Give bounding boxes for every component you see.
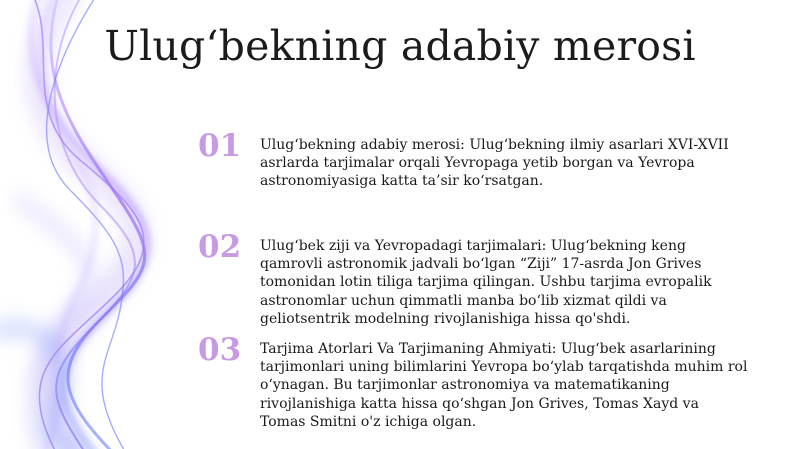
item-number: 02 (198, 229, 242, 265)
item-text: Ulug‘bek ziji va Yevropadagi tarjimalari: Ulug‘bekning keng qamrovli astronomik jadvali bo‘lgan “Ziji” 17-asrda Jon Grives tomonidan lotin tiliga tarjima qilingan. Ushbu tarjima evropalik astronomlar uchun qimmatli manba bo‘lib xizmat qildi va geliotsentrik modelning rivojlanishiga hissa qo'shdi. (260, 238, 712, 327)
list-item (198, 128, 758, 236)
slide-title: Ulug‘bekning adabiy merosi (104, 22, 696, 70)
item-text: Ulug‘bekning adabiy merosi: Ulug‘bekning ilmiy asarlari XVI-XVII asrlarda tarjimalar orqali Yevropaga yetib borgan va Yevropa astronomiyasiga katta ta’sir ko‘rsatgan. (260, 137, 729, 190)
item-number: 01 (198, 128, 242, 164)
item-number: 03 (198, 332, 242, 368)
item-text: Tarjima Atorlari Va Tarjimaning Ahmiyati: Ulug‘bek asarlarining tarjimonlari uning bilimlarini Yevropa bo‘ylab tarqatishda muhim rol o‘ynagan. Bu tarjimonlar astronomiya va matematikaning rivojlanishiga katta hissa qo‘shgan Jon Grives, Tomas Xayd va Tomas Smitni o'z ichiga olgan. (260, 341, 748, 430)
list-item (198, 229, 758, 337)
list-item (198, 332, 758, 440)
